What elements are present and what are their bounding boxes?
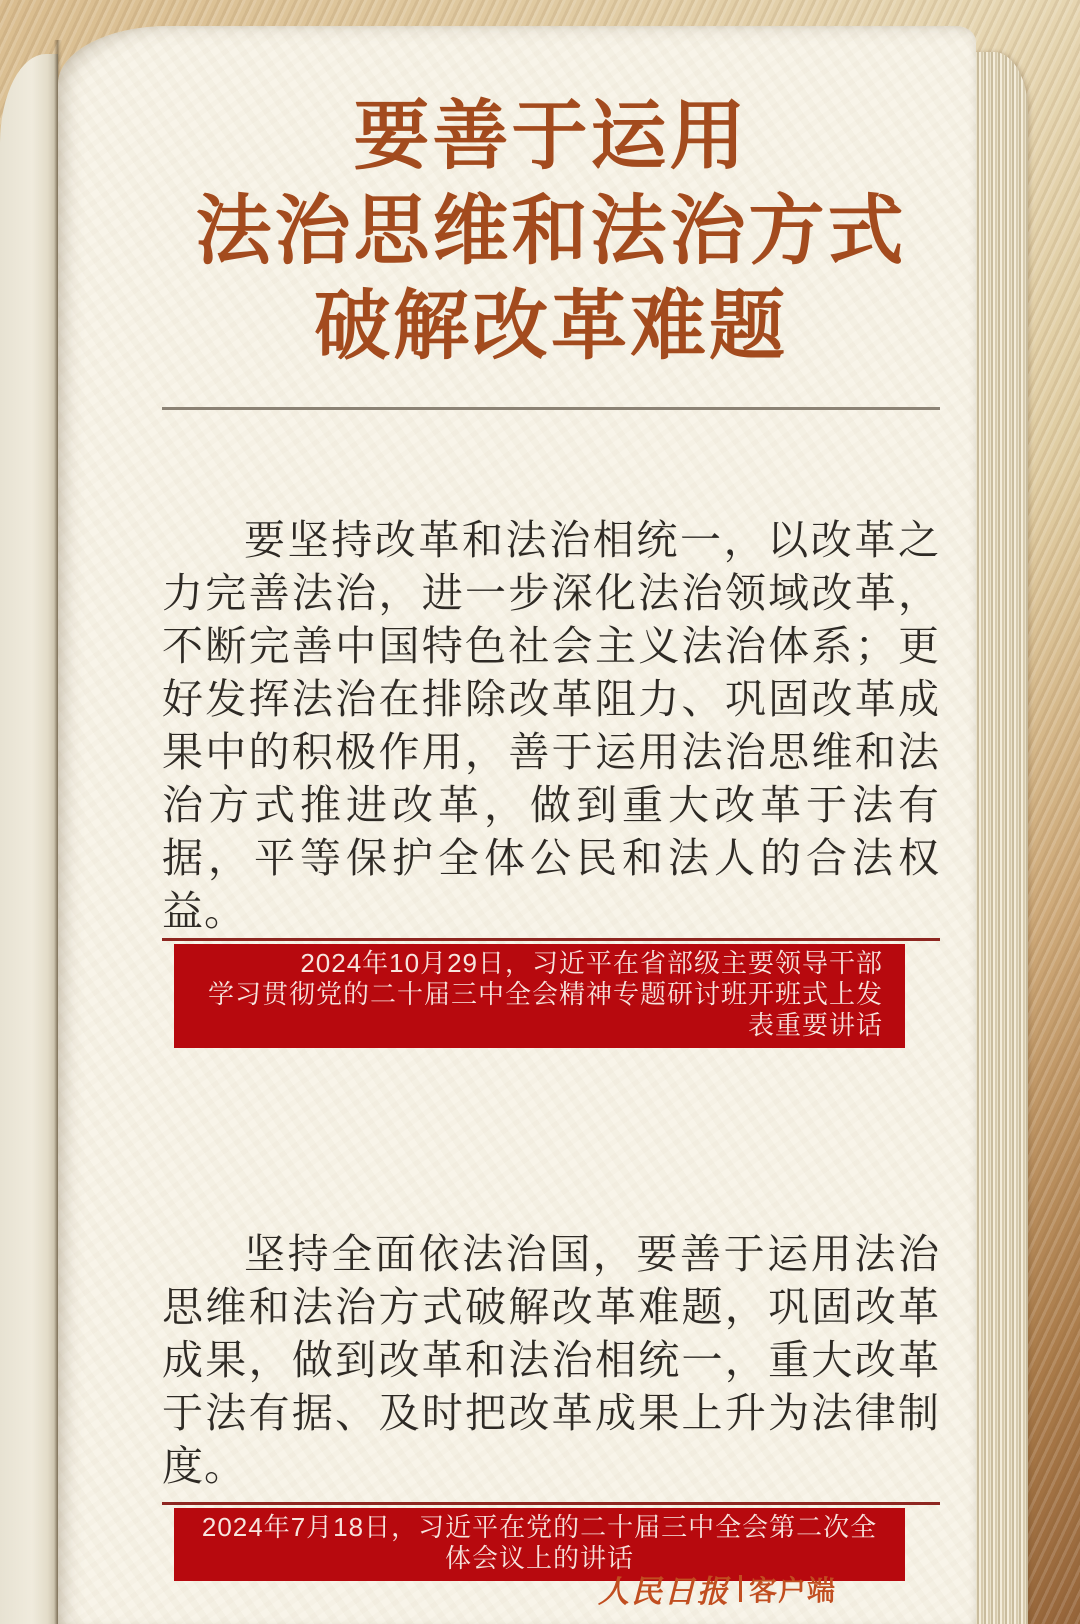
quote-paragraph-2: 坚持全面依法治国，要善于运用法治思维和法治方式破解改革难题，巩固改革成果，做到改革和法治相统一，重大改革于法有据、及时把改革成果上升为法律制度。 (162, 1230, 940, 1490)
people-daily-masthead: 人民日报 (597, 1574, 730, 1610)
attribution-2-line-1: 2024年7月18日，习近平在党的二十届三中全会第二次全体会议上的讲话 (201, 1512, 878, 1573)
book-page (58, 26, 976, 1624)
title-line-2: 法治思维和法治方式 (195, 190, 907, 274)
title-line-1: 要善于运用 (353, 95, 749, 179)
page-content (162, 26, 940, 1581)
client-app-label: 客户端 (748, 1574, 836, 1606)
brand-separator-bar (739, 1575, 742, 1602)
attribution-topline-2 (162, 1502, 940, 1505)
title-divider-line (162, 407, 940, 410)
attribution-1-line-2: 学习贯彻党的二十届三中全会精神专题研讨班开班式上发表重要讲话 (207, 979, 883, 1040)
attribution-1-line-1: 2024年10月29日，习近平在省部级主要领导干部 (300, 948, 883, 978)
page-title (162, 90, 940, 375)
title-line-3: 破解改革难题 (314, 285, 788, 369)
attribution-block-1 (162, 938, 940, 1048)
previous-page-edge (0, 54, 58, 1624)
attribution-topline-1 (162, 938, 940, 941)
attribution-bar-1 (174, 944, 905, 1048)
quote-paragraph-1: 要坚持改革和法治相统一，以改革之力完善法治，进一步深化法治领域改革，不断完善中国特色社会主义法治体系；更好发挥法治在排除改革阻力、巩固改革成果中的积极作用，善于运用法治思维和法治方式推进改革，做到重大改革于法有据，平等保护全体公民和法人的合法权益。 (162, 516, 940, 935)
brand-logo (598, 1566, 836, 1611)
page-edge-stack (972, 52, 1028, 1624)
